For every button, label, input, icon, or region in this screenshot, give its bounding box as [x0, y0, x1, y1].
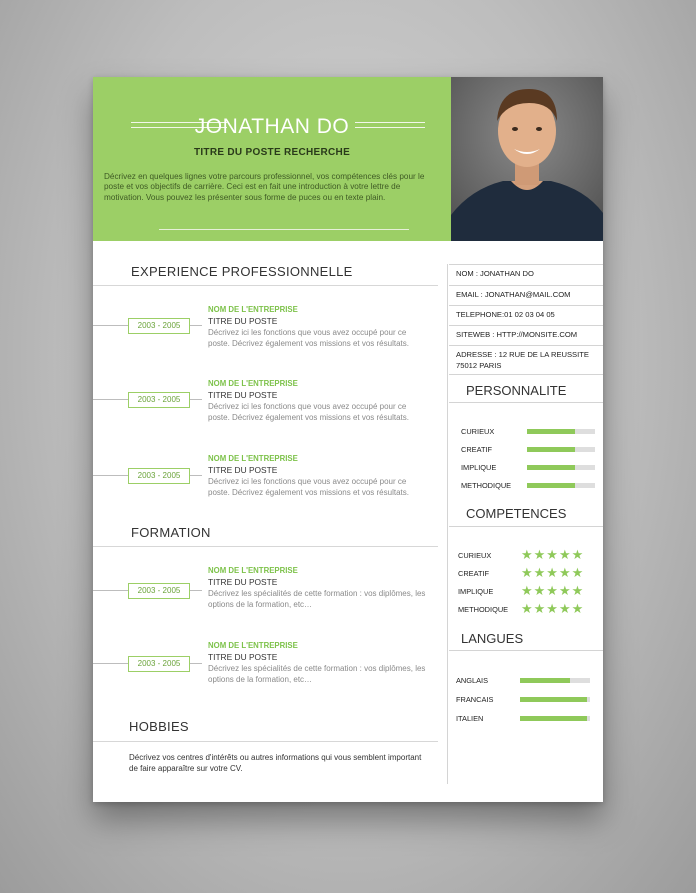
column-divider — [447, 264, 448, 784]
cv-page — [93, 77, 603, 802]
skill-bar — [527, 483, 595, 488]
timeline-connector — [190, 399, 202, 400]
hobbies-text: Décrivez vos centres d'intérêts ou autres informations qui vous semblent important de faire apparaître sur votre CV. — [129, 753, 422, 773]
degree-title: TITRE DU POSTE — [208, 577, 278, 587]
star-rating-icon: ★★★★★ — [521, 547, 585, 562]
skill-bar — [527, 465, 595, 470]
timeline-connector — [190, 663, 202, 664]
contact-website: SITEWEB : HTTP://MONSITE.COM — [449, 325, 603, 345]
timeline-connector — [190, 590, 202, 591]
position-description: Décrivez ici les fonctions que vous avez occupé pour ce poste. Décrivez également vos missions et vos résultats. — [208, 402, 409, 422]
language-bar — [520, 716, 590, 721]
personnalite-title: PERSONNALITE — [466, 383, 567, 398]
formation-title: FORMATION — [131, 525, 211, 540]
formation-rule — [93, 546, 438, 547]
skill-label: METHODIQUE — [458, 605, 509, 614]
language-bar-fill — [520, 697, 587, 702]
skill-bar — [527, 447, 595, 452]
school-name: NOM DE L'ENTREPRISE — [208, 641, 298, 650]
formation-description: Décrivez les spécialités de cette formation : vos diplômes, les options de la formation, etc… — [208, 664, 426, 684]
date-badge: 2003 - 2005 — [128, 318, 190, 334]
intro-divider — [159, 229, 409, 230]
langues-title: LANGUES — [461, 631, 524, 646]
skill-label: CURIEUX — [461, 427, 495, 436]
skill-bar-fill — [527, 483, 575, 488]
profile-photo — [451, 77, 603, 241]
contact-address: ADRESSE : 12 RUE DE LA REUSSITE 75012 PARIS — [449, 345, 603, 375]
language-label: FRANCAIS — [456, 695, 494, 704]
personnalite-rule — [449, 402, 603, 403]
date-badge: 2003 - 2005 — [128, 656, 190, 672]
timeline-connector — [190, 475, 202, 476]
job-title: TITRE DU POSTE RECHERCHE — [193, 147, 351, 158]
company-name: NOM DE L'ENTREPRISE — [208, 454, 298, 463]
position-description: Décrivez ici les fonctions que vous avez occupé pour ce poste. Décrivez également vos missions et vos résultats. — [208, 328, 409, 348]
experience-rule — [93, 285, 438, 286]
contact-email: EMAIL : JONATHAN@MAIL.COM — [449, 285, 603, 305]
timeline-line — [93, 663, 128, 664]
timeline-line — [93, 399, 128, 400]
school-name: NOM DE L'ENTREPRISE — [208, 566, 298, 575]
experience-item — [93, 305, 443, 375]
position-title: TITRE DU POSTE — [208, 465, 278, 475]
skill-label: IMPLIQUE — [461, 463, 497, 472]
skill-bar — [527, 429, 595, 434]
experience-title: EXPERIENCE PROFESSIONNELLE — [131, 264, 353, 279]
candidate-name: JONATHAN DO — [194, 115, 350, 138]
skill-label: CREATIF — [461, 445, 493, 454]
language-label: ITALIEN — [456, 714, 484, 723]
timeline-connector — [190, 325, 202, 326]
hobbies-title: HOBBIES — [129, 719, 189, 734]
company-name: NOM DE L'ENTREPRISE — [208, 305, 298, 314]
company-name: NOM DE L'ENTREPRISE — [208, 379, 298, 388]
skill-bar-fill — [527, 465, 575, 470]
contact-name: NOM : JONATHAN DO — [449, 264, 603, 285]
skill-label: IMPLIQUE — [458, 587, 494, 596]
header-banner — [93, 77, 451, 241]
skill-label: METHODIQUE — [461, 481, 512, 490]
hobbies-rule — [93, 741, 438, 742]
skill-label: CREATIF — [458, 569, 490, 578]
langues-rule — [449, 650, 603, 651]
position-title: TITRE DU POSTE — [208, 316, 278, 326]
intro-text: Décrivez en quelques lignes votre parcours professionnel, vos compétences clés pour le poste et vos objectifs de carrière. Ceci est en fait une introduction à votre lettre de motivation. Vous pouvez les présenter sous forme de puces ou en texte plain. — [104, 172, 425, 202]
language-bar-fill — [520, 678, 570, 683]
date-badge: 2003 - 2005 — [128, 583, 190, 599]
skill-bar-fill — [527, 429, 575, 434]
formation-description: Décrivez les spécialités de cette formation : vos diplômes, les options de la formation, etc… — [208, 589, 426, 609]
star-rating-icon: ★★★★★ — [521, 601, 585, 616]
competences-rule — [449, 526, 603, 527]
date-badge: 2003 - 2005 — [128, 392, 190, 408]
contact-phone: TELEPHONE:01 02 03 04 05 — [449, 305, 603, 325]
experience-item — [93, 379, 443, 449]
timeline-line — [93, 590, 128, 591]
formation-item — [93, 566, 443, 636]
position-title: TITRE DU POSTE — [208, 390, 278, 400]
language-bar-fill — [520, 716, 587, 721]
language-bar — [520, 697, 590, 702]
competences-title: COMPETENCES — [466, 506, 567, 521]
portrait-illustration — [451, 77, 603, 241]
skill-label: CURIEUX — [458, 551, 492, 560]
formation-item — [93, 641, 443, 711]
star-rating-icon: ★★★★★ — [521, 583, 585, 598]
date-badge: 2003 - 2005 — [128, 468, 190, 484]
language-label: ANGLAIS — [456, 676, 489, 685]
star-rating-icon: ★★★★★ — [521, 565, 585, 580]
timeline-line — [93, 325, 128, 326]
degree-title: TITRE DU POSTE — [208, 652, 278, 662]
skill-bar-fill — [527, 447, 575, 452]
language-bar — [520, 678, 590, 683]
position-description: Décrivez ici les fonctions que vous avez occupé pour ce poste. Décrivez également vos missions et vos résultats. — [208, 477, 409, 497]
experience-item — [93, 454, 443, 524]
timeline-line — [93, 475, 128, 476]
